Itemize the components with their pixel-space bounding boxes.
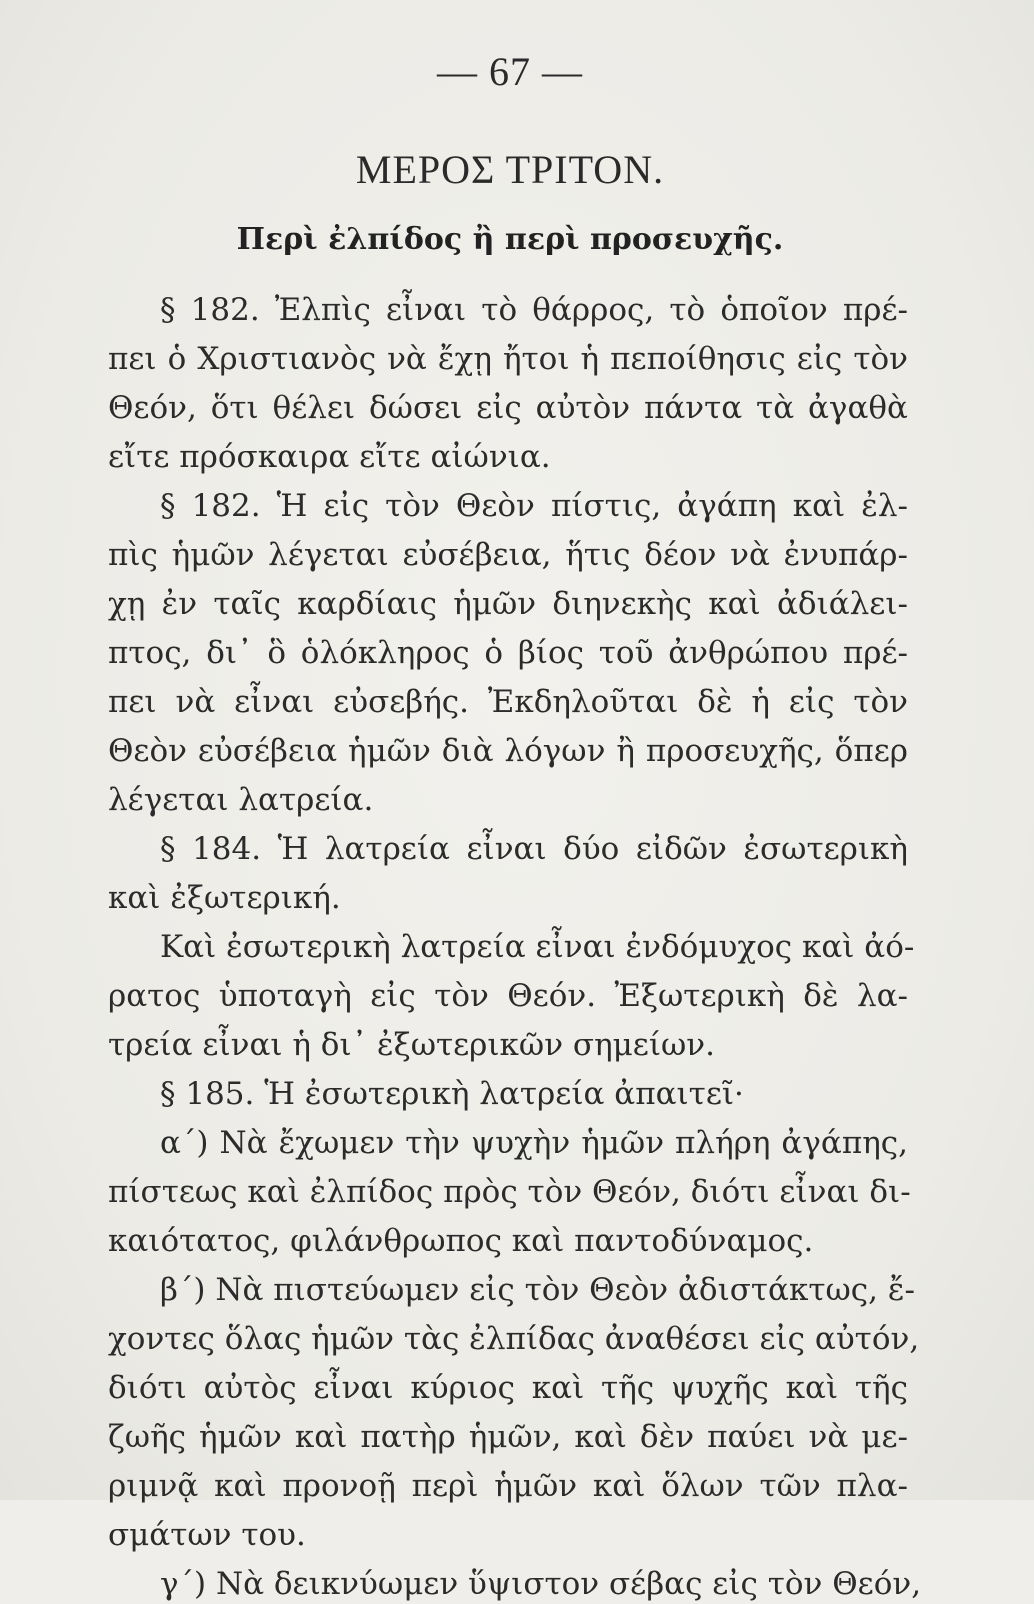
text-line: σμάτων του.	[108, 1517, 306, 1553]
text-line: πτος, δι᾽ ὃ ὁλόκληρος ὁ βίος τοῦ ἀνθρώπου πρέ-	[108, 635, 908, 671]
text-line: γ΄) Νὰ δεικνύωμεν ὕψιστον σέβας εἰς τὸν Θεόν,	[160, 1566, 922, 1602]
text-line: χῃ ἐν ταῖς καρδίαις ἡμῶν διηνεκὴς καὶ ἀδιάλει-	[108, 586, 908, 622]
text-line: α΄) Νὰ ἔχωμεν τὴν ψυχὴν ἡμῶν πλήρη ἀγάπης,	[160, 1125, 908, 1161]
part-title: ΜΕΡΟΣ ΤΡΙΤΟΝ.	[355, 147, 665, 192]
text-line: καιότατος, φιλάνθρωπος καὶ παντοδύναμος.	[108, 1223, 814, 1259]
text-line: § 182. Ἡ εἰς τὸν Θεὸν πίστις, ἀγάπη καὶ ἐλ-	[160, 488, 908, 524]
text-line: § 182. Ἐλπὶς εἶναι τὸ θάρρος, τὸ ὁποῖον πρέ-	[160, 292, 908, 328]
text-line: λέγεται λατρεία.	[108, 782, 374, 818]
page-number: — 67 —	[437, 49, 583, 94]
text-line: Θεόν, ὅτι θέλει δώσει εἰς αὐτὸν πάντα τὰ ἀγαθὰ	[108, 390, 908, 426]
text-line: τρεία εἶναι ἡ δι᾽ ἐξωτερικῶν σημείων.	[108, 1027, 715, 1063]
text-line: ριμνᾷ καὶ προνοῇ περὶ ἡμῶν καὶ ὅλων τῶν πλα-	[108, 1468, 908, 1504]
text-line: ζωῆς ἡμῶν καὶ πατὴρ ἡμῶν, καὶ δὲν παύει νὰ με-	[108, 1419, 908, 1455]
text-line: πὶς ἡμῶν λέγεται εὐσέβεια, ἥτις δέον νὰ ἐνυπάρ-	[108, 537, 908, 573]
text-line: § 185. Ἡ ἐσωτερικὴ λατρεία ἀπαιτεῖ·	[160, 1076, 744, 1112]
text-line: χοντες ὅλας ἡμῶν τὰς ἐλπίδας ἀναθέσει εἰς αὐτόν,	[108, 1321, 920, 1357]
text-line: πει ὁ Χριστιανὸς νὰ ἔχῃ ἤτοι ἡ πεποίθησις εἰς τὸν	[108, 341, 908, 377]
text-line: Καὶ ἐσωτερικὴ λατρεία εἶναι ἐνδόμυχος καὶ ἀό-	[160, 929, 915, 965]
text-line: διότι αὐτὸς εἶναι κύριος καὶ τῆς ψυχῆς καὶ τῆς	[108, 1370, 908, 1406]
text-line: Θεὸν εὐσέβεια ἡμῶν διὰ λόγων ἢ προσευχῆς, ὅπερ	[108, 733, 908, 769]
text-line: εἴτε πρόσκαιρα εἴτε αἰώνια.	[108, 439, 551, 475]
text-line: § 184. Ἡ λατρεία εἶναι δύο εἰδῶν ἐσωτερικὴ	[160, 831, 908, 867]
text-line: καὶ ἐξωτερική.	[108, 880, 341, 916]
chapter-title: Περὶ ἐλπίδος ἢ περὶ προσευχῆς.	[236, 222, 784, 257]
text-line: πει νὰ εἶναι εὐσεβής. Ἐκδηλοῦται δὲ ἡ εἰς τὸν	[108, 684, 908, 720]
text-line: πίστεως καὶ ἐλπίδος πρὸς τὸν Θεόν, διότι εἶναι δι-	[108, 1174, 911, 1210]
text-line: β΄) Νὰ πιστεύωμεν εἰς τὸν Θεὸν ἀδιστάκτως, ἔ-	[160, 1272, 915, 1308]
text-line: ρατος ὑποταγὴ εἰς τὸν Θεόν. Ἐξωτερικὴ δὲ λα-	[108, 978, 908, 1014]
